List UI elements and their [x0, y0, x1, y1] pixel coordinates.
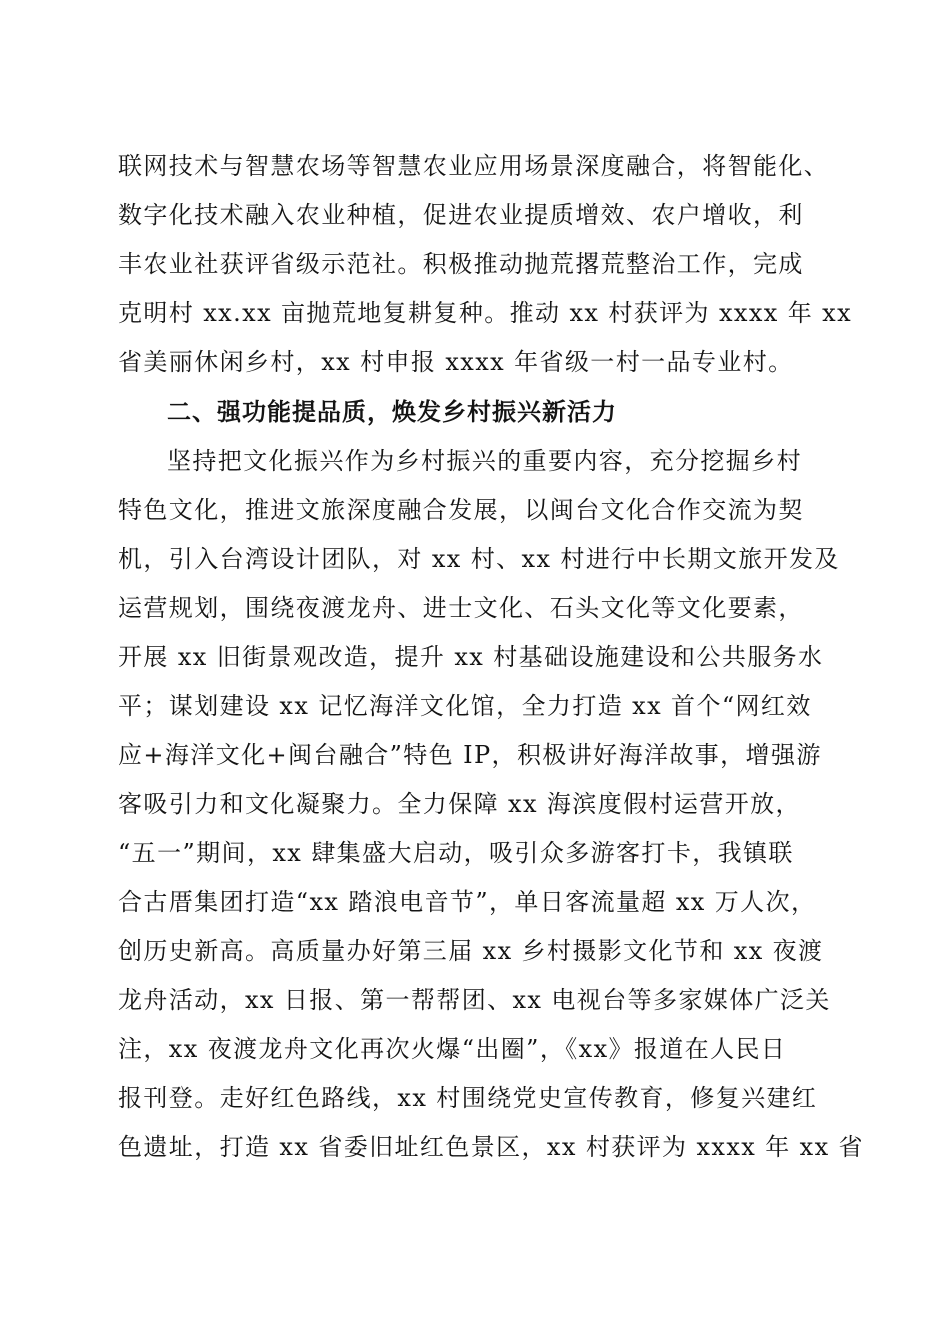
paragraph-line: 报刊登。走好红色路线，xx 村围绕党史宣传教育，修复兴建红 — [118, 1084, 818, 1112]
paragraph-line: 应+海洋文化+闽台融合”特色 IP，积极讲好海洋故事，增强游 — [118, 741, 822, 769]
paragraph-line: 平；谋划建设 xx 记忆海洋文化馆，全力打造 xx 首个“网红效 — [118, 692, 812, 720]
paragraph-line: 省美丽休闲乡村，xx 村申报 xxxx 年省级一村一品专业村。 — [118, 348, 794, 376]
paragraph-line: 注，xx 夜渡龙舟文化再次火爆“出圈”，《xx》报道在人民日 — [118, 1035, 787, 1063]
paragraph-line: 机，引入台湾设计团队，对 xx 村、xx 村进行中长期文旅开发及 — [118, 545, 840, 573]
paragraph-line: 坚持把文化振兴作为乡村振兴的重要内容，充分挖掘乡村 — [167, 447, 802, 475]
paragraph-line: 运营规划，围绕夜渡龙舟、进士文化、石头文化等文化要素， — [118, 594, 804, 622]
paragraph-line: 开展 xx 旧街景观改造，提升 xx 村基础设施建设和公共服务水 — [118, 643, 824, 671]
paragraph-line: 特色文化，推进文旅深度融合发展，以闽台文化合作交流为契 — [118, 496, 804, 524]
paragraph-line: 数字化技术融入农业种植，促进农业提质增效、农户增收，利 — [118, 201, 804, 229]
paragraph-line: 客吸引力和文化凝聚力。全力保障 xx 海滨度假村运营开放， — [118, 790, 801, 818]
paragraph-line: 克明村 xx.xx 亩抛荒地复耕复种。推动 xx 村获评为 xxxx 年 xx — [118, 299, 853, 327]
paragraph-line: 龙舟活动，xx 日报、第一帮帮团、xx 电视台等多家媒体广泛关 — [118, 986, 831, 1014]
paragraph-line: 丰农业社获评省级示范社。积极推动抛荒撂荒整治工作，完成 — [118, 250, 804, 278]
paragraph-line: 合古厝集团打造“xx 踏浪电音节”，单日客流量超 xx 万人次， — [118, 888, 817, 916]
paragraph-line: 色遗址，打造 xx 省委旧址红色景区，xx 村获评为 xxxx 年 xx 省 — [118, 1133, 864, 1161]
section-heading: 二、强功能提品质，焕发乡村振兴新活力 — [167, 398, 617, 426]
paragraph-line: 创历史新高。高质量办好第三届 xx 乡村摄影文化节和 xx 夜渡 — [118, 937, 824, 965]
paragraph-line: “五一”期间，xx 肆集盛大启动，吸引众多游客打卡，我镇联 — [118, 839, 794, 867]
paragraph-line: 联网技术与智慧农场等智慧农业应用场景深度融合，将智能化、 — [118, 152, 830, 180]
